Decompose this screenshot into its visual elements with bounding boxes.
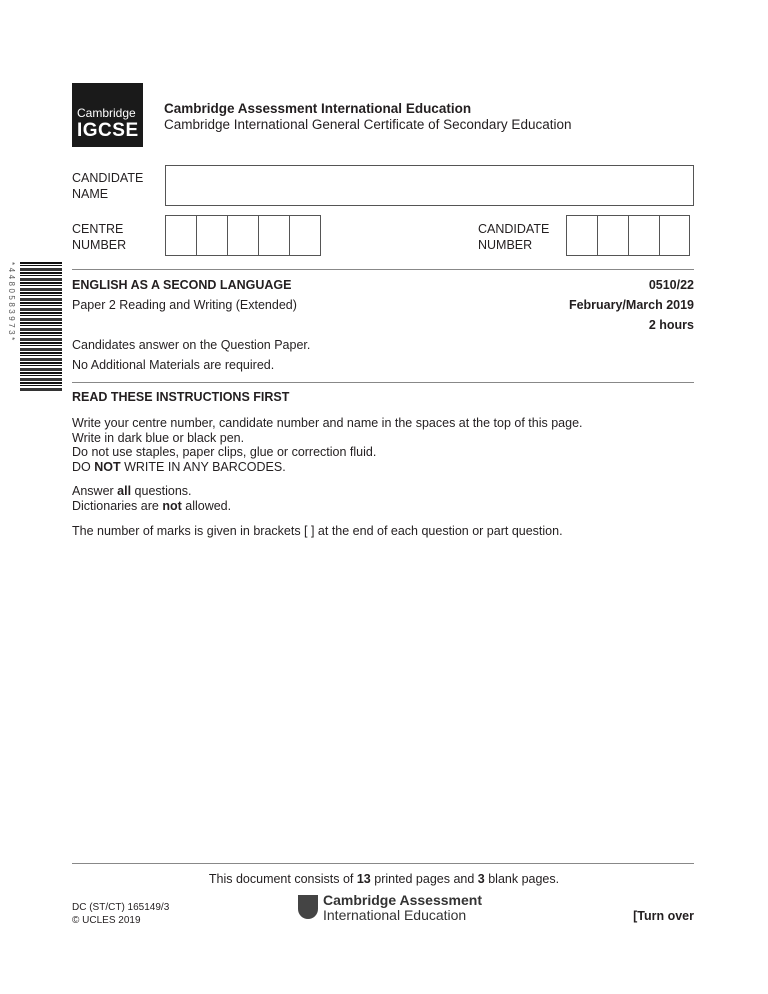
materials-note: No Additional Materials are required. — [72, 358, 275, 372]
centre-number-field[interactable] — [166, 215, 321, 256]
divider — [72, 269, 694, 270]
divider — [72, 382, 694, 383]
page-count-note: This document consists of 13 printed pages and 3 blank pages. — [208, 872, 560, 886]
qualification-title: Cambridge International General Certificate of Secondary Education — [164, 117, 572, 132]
exam-duration: 2 hours — [648, 318, 694, 332]
paper-title: Paper 2 Reading and Writing (Extended) — [72, 298, 297, 312]
candidate-name-field[interactable] — [165, 165, 694, 206]
barcode — [20, 262, 62, 392]
answer-note: Candidates answer on the Question Paper. — [72, 338, 311, 352]
candidate-number-label: CANDIDATE NUMBER — [478, 222, 550, 252]
candidate-number-field[interactable] — [567, 215, 690, 256]
barcode-number: *4480583973* — [7, 262, 16, 343]
marks-note: The number of marks is given in brackets [ ] at the end of each question or part question. — [72, 524, 563, 538]
candidate-name-label: CANDIDATE NAME — [72, 171, 144, 201]
instructions-block: Write your centre number, candidate number and name in the spaces at the top of this page. Write in dark blue or black pen. Do not use staples, paper clips, glue or correction fluid. DO NOT WRITE IN ANY BARCODES. — [72, 416, 583, 474]
divider — [72, 863, 694, 864]
logo-text: Cambridge — [77, 106, 136, 120]
turn-over-note: [Turn over — [633, 909, 694, 923]
answer-rules: Answer all questions. Dictionaries are not allowed. — [72, 484, 232, 513]
cambridge-shield-icon — [298, 895, 318, 919]
exam-session: February/March 2019 — [568, 298, 694, 312]
centre-number-label: CENTRE NUMBER — [72, 222, 127, 252]
syllabus-code: 0510/22 — [648, 278, 694, 292]
document-reference: DC (ST/CT) 165149/3 © UCLES 2019 — [72, 902, 170, 926]
logo-text: IGCSE — [77, 120, 139, 141]
subject-title: ENGLISH AS A SECOND LANGUAGE — [72, 278, 292, 292]
cambridge-igcse-logo — [72, 83, 143, 147]
org-title: Cambridge Assessment International Education — [164, 101, 472, 116]
cambridge-assessment-brand: Cambridge Assessment International Education — [323, 892, 482, 923]
instructions-heading: READ THESE INSTRUCTIONS FIRST — [72, 390, 290, 404]
